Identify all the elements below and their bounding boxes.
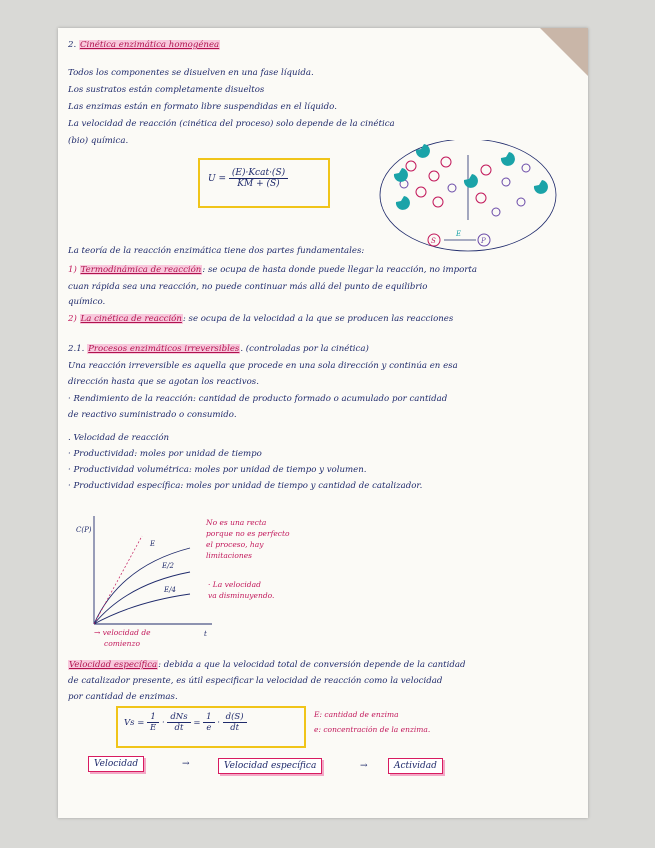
vs-equals: =	[193, 718, 201, 728]
michaelis-formula	[208, 168, 288, 189]
item-2-number: 2)	[68, 314, 77, 324]
vs-frac-3-den: e	[206, 723, 212, 733]
vs-frac-2-den: dt	[174, 723, 184, 733]
graph-note-mid-1: · La velocidad	[208, 580, 261, 589]
specific-velocity-line-1	[68, 660, 580, 670]
intro-line-3: Las enzimas están en formato libre suspendidas en el líquido.	[68, 102, 337, 112]
velocity-line-2: · Productividad: moles por unidad de tiempo	[68, 449, 262, 459]
enzyme-solution-diagram	[376, 140, 561, 260]
vs-frac-4	[223, 712, 247, 733]
formula-denominator: KM + (S)	[237, 179, 280, 189]
specific-velocity-formula: Vs = $\frac{1}{E}$ · $\frac{\text{dNs}}{dt}$ = $\frac{1}{e}$ · $\frac{d(S)}{dt}$	[124, 712, 247, 733]
substrate-molecule	[481, 165, 491, 175]
subsection-number: 2.1.	[68, 344, 85, 354]
item-1-line-2: cuan rápida sea una reacción, no puede continuar más allá del punto de equilibrio	[68, 282, 428, 292]
section-number: 2.	[68, 40, 77, 50]
item-1-number: 1)	[68, 265, 77, 275]
substrate-molecule	[429, 171, 439, 181]
subsection-text: . (controladas por la cinética)	[240, 344, 369, 354]
legend-substrate: S	[431, 237, 436, 245]
intro-line-1: Todos los componentes se disuelven en una fase líquida.	[68, 68, 314, 78]
graph-note-top-3: el proceso, hay	[206, 540, 264, 549]
formula-fraction	[229, 168, 288, 189]
vs-frac-3	[203, 712, 214, 733]
vs-note-1: E: cantidad de enzima	[314, 710, 399, 719]
formula-numerator: (E)·Kcat·(S)	[229, 168, 288, 179]
specific-velocity-heading: Velocidad específica	[69, 660, 158, 670]
specific-velocity-line-3: por cantidad de enzimas.	[68, 692, 178, 702]
vs-lhs: Vs =	[124, 718, 145, 728]
enzyme-molecule	[464, 174, 478, 188]
flow-arrow-1: →	[182, 759, 190, 769]
enzyme-molecule	[394, 168, 408, 182]
y-axis-label: C(P)	[76, 526, 92, 534]
flow-box-velocity: Velocidad	[88, 756, 144, 772]
formula-lhs: U =	[208, 174, 226, 184]
notebook-page	[58, 28, 588, 818]
velocity-line-3: · Productividad volumétrica: moles por unidad de tiempo y volumen.	[68, 465, 367, 475]
substrate-molecule	[416, 187, 426, 197]
substrate-molecule	[433, 197, 443, 207]
curve-label-E4: E/4	[164, 586, 176, 594]
vs-frac-3-num: 1	[203, 712, 214, 723]
theory-line: La teoría de la reacción enzimática tiene dos partes fundamentales:	[68, 246, 365, 256]
section-heading: Cinética enzimática homogénea	[79, 40, 220, 50]
specific-velocity-line-2: de catalizador presente, es útil especificar la velocidad de reacción como la velocidad	[68, 676, 443, 686]
item-1-heading: Termodinámica de reacción	[80, 265, 202, 275]
item-1-line-3: químico.	[68, 297, 106, 307]
vs-frac-2	[167, 712, 190, 733]
vs-frac-2-num: dNs	[167, 712, 190, 723]
subsection-2-1	[68, 344, 580, 354]
graph-note-mid-2: va disminuyendo.	[208, 591, 275, 600]
product-molecule	[502, 178, 510, 186]
section-title	[68, 40, 580, 50]
graph-note-top-4: limitaciones	[206, 551, 253, 560]
item-2	[68, 314, 580, 324]
item-1	[68, 265, 580, 275]
product-molecule	[492, 208, 500, 216]
vs-frac-4-den: dt	[230, 723, 240, 733]
velocity-line-1: . Velocidad de reacción	[68, 433, 170, 443]
product-molecule	[448, 184, 456, 192]
graph-note-top-1: No es una recta	[206, 518, 267, 527]
legend-product: P	[481, 237, 486, 245]
vs-frac-1	[147, 712, 159, 733]
vs-frac-4-num: d(S)	[223, 712, 247, 723]
irreversible-line-1: Una reacción irreversible es aquella que procede en una sola dirección y continúa en esa	[68, 361, 458, 371]
subsection-heading: Procesos enzimáticos irreversibles	[88, 344, 240, 354]
velocity-line-4: · Productividad específica: moles por unidad de tiempo y cantidad de catalizador.	[68, 481, 423, 491]
product-time-graph	[72, 506, 222, 646]
vs-frac-1-den: E	[150, 723, 157, 733]
flow-arrow-2: →	[360, 761, 368, 771]
formula-bracket-right	[298, 158, 330, 208]
yield-line-2: de reactivo suministrado o consumido.	[68, 410, 237, 420]
enzyme-molecule	[396, 196, 410, 210]
intro-line-2: Los sustratos están completamente disueltos	[68, 85, 265, 95]
item-2-heading: La cinética de reacción	[80, 314, 182, 324]
enzyme-molecule	[534, 180, 548, 194]
flow-box-activity: Actividad	[388, 758, 443, 774]
irreversible-line-2: dirección hasta que se agotan los reactivos.	[68, 377, 259, 387]
vs-note-2: e: concentración de la enzima.	[314, 725, 431, 734]
enzyme-molecule	[416, 144, 430, 158]
substrate-molecule	[406, 161, 416, 171]
x-axis-label: t	[204, 630, 207, 638]
legend-enzyme: E	[456, 230, 462, 238]
graph-note-bottom-1: → velocidad de	[94, 628, 151, 637]
curve-label-E2: E/2	[162, 562, 174, 570]
item-2-text: : se ocupa de la velocidad a la que se producen las reacciones	[182, 314, 454, 324]
specific-velocity-text: : debida a que la velocidad total de conversión depende de la cantidad	[158, 660, 466, 670]
curve-label-E: E	[150, 540, 156, 548]
vs-frac-1-num: 1	[147, 712, 159, 723]
substrate-molecule	[476, 193, 486, 203]
product-molecule	[517, 198, 525, 206]
substrate-molecule	[441, 157, 451, 167]
graph-note-top-2: porque no es perfecto	[206, 529, 290, 538]
product-molecule	[522, 164, 530, 172]
item-1-text: : se ocupa de hasta donde puede llegar la reacción, no importa	[202, 265, 477, 275]
graph-note-bottom-2: comienzo	[104, 639, 140, 648]
flow-box-specific-velocity: Velocidad específica	[218, 758, 322, 774]
yield-line-1: · Rendimiento de la reacción: cantidad de producto formado o acumulado por cantidad	[68, 394, 448, 404]
enzyme-molecule	[501, 152, 515, 166]
intro-line-4: La velocidad de reacción (cinética del proceso) solo depende de la cinética	[68, 119, 395, 129]
intro-line-5: (bio) química.	[68, 136, 129, 146]
